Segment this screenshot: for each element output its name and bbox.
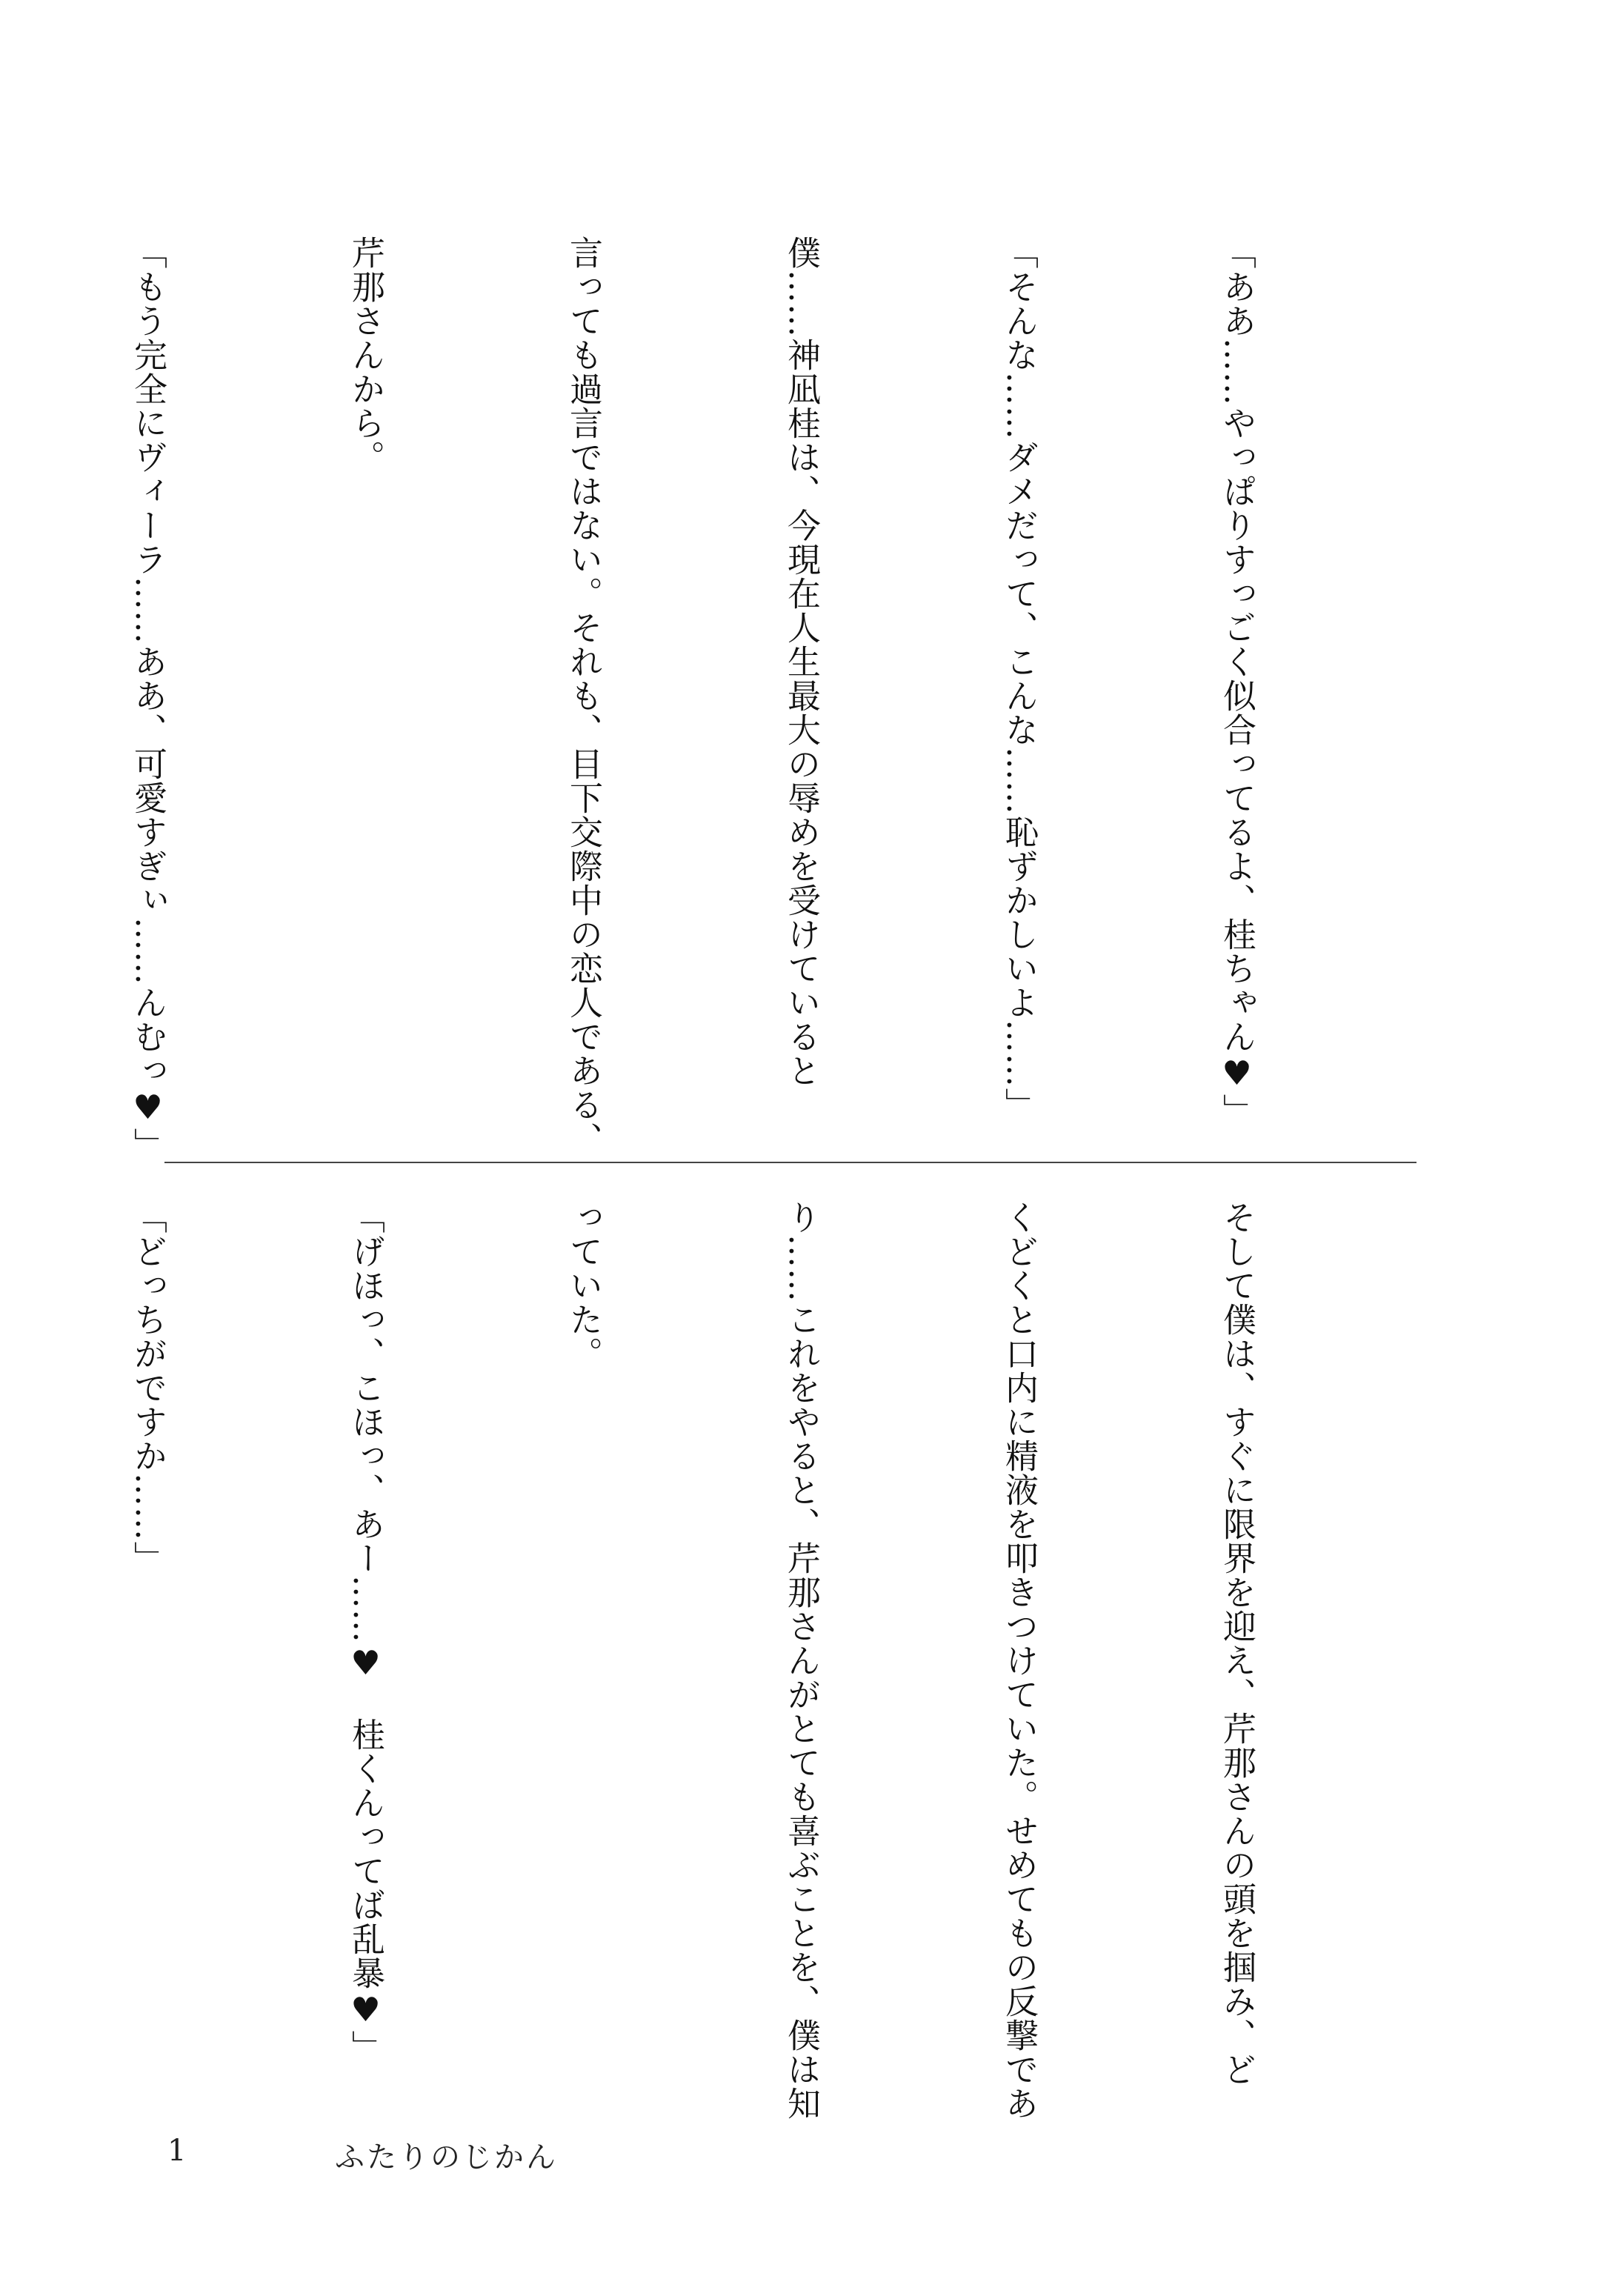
section-divider — [164, 1162, 1416, 1163]
bottom-text-section — [128, 1200, 1418, 2120]
text-line: っていた。 — [564, 1200, 603, 1371]
text-line: 「げほっ、こほっ、あー……♥ 桂くんってば乱暴♥」 — [346, 1200, 385, 2064]
text-line: 言っても過言ではない。それも、目下交際中の恋人である、 — [564, 236, 603, 1156]
text-line: 僕……神凪桂は、今現在人生最大の辱めを受けていると — [782, 236, 821, 1088]
text-line: 「もう完全にヴィーラ……ああ、可愛すぎぃ……んむっ♥」 — [128, 236, 167, 1162]
text-line: 芹那さんから。 — [346, 236, 385, 474]
top-text-section — [128, 236, 1418, 1162]
text-line: 「そんな……ダメだって、こんな……恥ずかしいよ……」 — [999, 236, 1039, 1122]
page-number: 1 — [167, 2134, 187, 2168]
book-title: ふたりのじかん — [335, 2140, 558, 2174]
text-line: り……これをやると、芹那さんがとても喜ぶことを、僕は知 — [782, 1200, 821, 2120]
text-line: 「ああ……やっぱりすっごく似合ってるよ、桂ちゃん♥」 — [1217, 236, 1256, 1128]
text-line: 「どっちがですか……」 — [128, 1200, 167, 1575]
text-line: くどくと口内に精液を叩きつけていた。せめてもの反撃であ — [999, 1200, 1039, 2120]
text-line: そして僕は、すぐに限界を迎え、芹那さんの頭を掴み、ど — [1217, 1200, 1256, 2086]
